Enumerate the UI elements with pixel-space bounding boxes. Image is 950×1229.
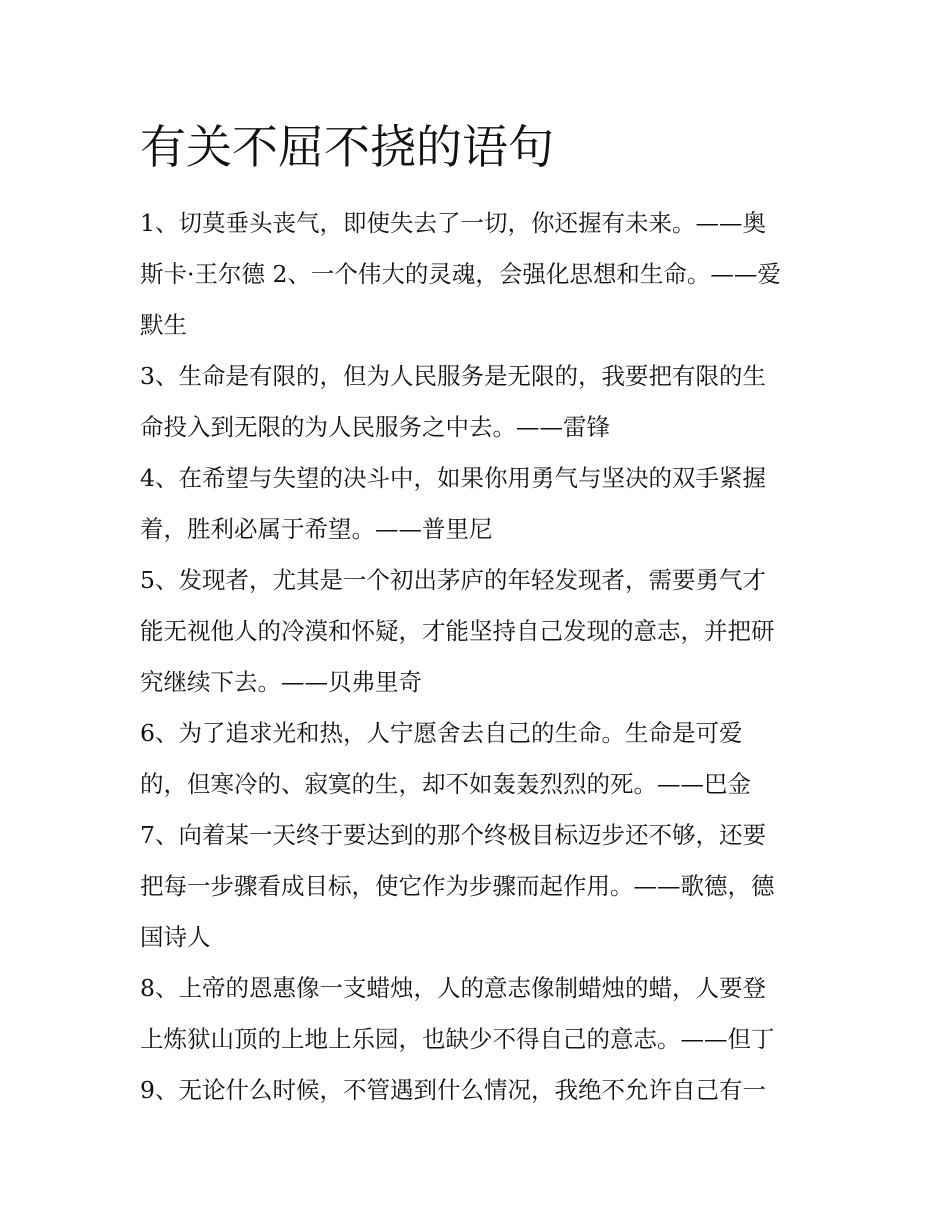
- text-line: 国诗人: [140, 923, 211, 951]
- text-line: 着，胜利必属于希望。——普里尼: [140, 515, 493, 543]
- text-line: 7、向着某一天终于要达到的那个终极目标迈步还不够，还要: [140, 821, 766, 849]
- text-line: 1、切莫垂头丧气，即使失去了一切，你还握有未来。——奥: [140, 209, 766, 237]
- document-body: [140, 198, 816, 1116]
- text-line: 4、在希望与失望的决斗中，如果你用勇气与坚决的双手紧握: [140, 464, 766, 492]
- text-line: 能无视他人的冷漠和怀疑，才能坚持自己发现的意志，并把研: [140, 617, 775, 645]
- document-title: 有关不屈不挠的语句: [140, 120, 554, 174]
- text-line: 上炼狱山顶的上地上乐园，也缺少不得自己的意志。——但丁: [140, 1025, 775, 1053]
- text-line: 究继续下去。——贝弗里奇: [140, 668, 422, 696]
- text-line: 默生: [140, 311, 187, 339]
- text-line: 8、上帝的恩惠像一支蜡烛，人的意志像制蜡烛的蜡，人要登: [140, 974, 766, 1002]
- text-line: 3、生命是有限的，但为人民服务是无限的，我要把有限的生: [140, 362, 766, 390]
- text-line: 9、无论什么时候，不管遇到什么情况，我绝不允许自己有一: [140, 1076, 766, 1104]
- text-line: 斯卡·王尔德 2、一个伟大的灵魂，会强化思想和生命。——爱: [140, 260, 781, 288]
- text-line: 把每一步骤看成目标，使它作为步骤而起作用。——歌德，德: [140, 872, 775, 900]
- text-line: 5、发现者，尤其是一个初出茅庐的年轻发现者，需要勇气才: [140, 566, 766, 594]
- text-line: 命投入到无限的为人民服务之中去。——雷锋: [140, 413, 610, 441]
- text-line: 6、为了追求光和热，人宁愿舍去自己的生命。生命是可爱: [140, 719, 743, 747]
- text-line: 的，但寒冷的、寂寞的生，却不如轰轰烈烈的死。——巴金: [140, 770, 751, 798]
